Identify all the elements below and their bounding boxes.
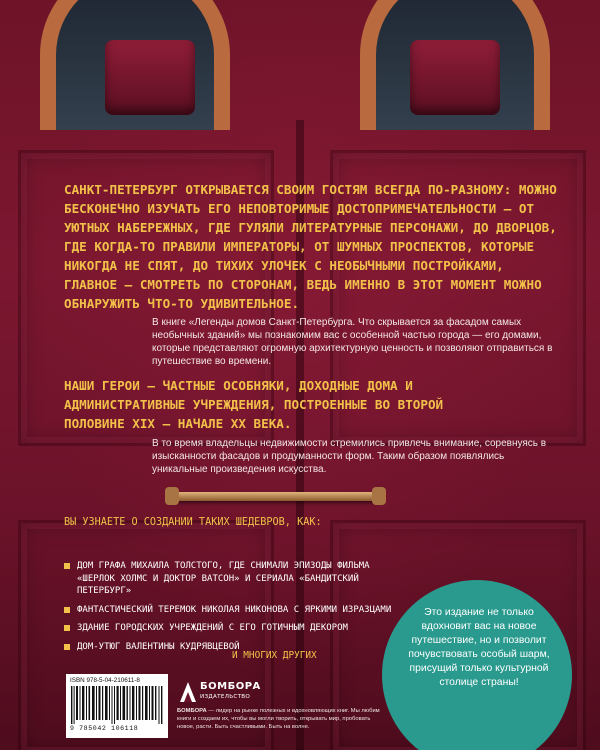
list-item-text: ДОМ-УТЮГ ВАЛЕНТИНЫ КУДРЯВЦЕВОЙ — [77, 641, 240, 652]
bombora-logo-icon — [177, 680, 199, 704]
door-capital-right — [410, 40, 500, 115]
publisher-subtitle: ИЗДАТЕЛЬСТВО — [200, 694, 251, 700]
history-text: В то время владельцы недвижимости стремились привлечь внимание, соревнуясь в изысканности фасадов и продуманности форм. Таким образом появлялись уникальные произведения искусства. — [152, 438, 547, 475]
publisher-blurb-name: БОМБОРА — [177, 708, 207, 714]
barcode — [66, 674, 168, 738]
list-item-text: ДОМ ГРАФА МИХАИЛА ТОЛСТОГО, ГДЕ СНИМАЛИ ЭПИЗОДЫ ФИЛЬМА «ШЕРЛОК ХОЛМС И ДОКТОР ВАТСОН» И СЕРИАЛА «БАНДИТСКИЙ ПЕТЕРБУРГ» — [77, 561, 370, 596]
publisher-name: БОМБОРА — [200, 681, 261, 692]
barcode-number: 9 785042 106118 — [70, 725, 139, 732]
heroes-text: НАШИ ГЕРОИ — ЧАСТНЫЕ ОСОБНЯКИ, ДОХОДНЫЕ ДОМА И АДМИНИСТРАТИВНЫЕ УЧРЕЖДЕНИЯ, ПОСТРОЕННЫЕ ВО ВТОРОЙ ПОЛОВИНЕ XIX — НАЧАЛЕ XX ВЕКА. — [64, 378, 444, 431]
list-item — [64, 560, 404, 598]
learn-heading: ВЫ УЗНАЕТЕ О СОЗДАНИИ ТАКИХ ШЕДЕВРОВ, КАК: — [64, 517, 322, 528]
book-description: В книге «Легенды домов Санкт-Петербурга. Что скрывается за фасадом самых необычных зданий» мы познакомим вас с особенной частью города — его домами, которые представляют огромную архитектурную ценность и позволяют отправиться в путешествие во времени. — [152, 317, 553, 367]
door-capital-left — [105, 40, 195, 115]
list-item — [64, 622, 404, 635]
masterpiece-list — [64, 560, 404, 659]
lead-text: САНКТ-ПЕТЕРБУРГ ОТКРЫВАЕТСЯ СВОИМ ГОСТЯМ ВСЕГДА ПО-РАЗНОМУ: МОЖНО БЕСКОНЕЧНО ИЗУЧАТЬ ЕГО НЕПОВТОРИМЫЕ ДОСТОПРИМЕЧАТЕЛЬНОСТИ — ОТ УЮТНЫХ НАБЕРЕЖНЫХ, ГДЕ ГУЛЯЛИ ЛИТЕРАТУРНЫЕ ПЕРСОНАЖИ, ДО ДВОРЦОВ, ГДЕ КОГДА-ТО ПРАВИЛИ ИМПЕРАТОРЫ, ОТ ШУМНЫХ ПРОСПЕКТОВ, КОТОРЫЕ НИКОГДА НЕ СПЯТ, ДО ТИХИХ УЛОЧЕК С НЕОБЫЧНЫМИ ПОСТРОЙКАМИ, ГЛАВНОЕ — СМОТРЕТЬ ПО СТОРОНАМ, ВЕДЬ ИМЕННО В ЭТОТ МОМЕНТ МОЖНО ОБНАРУЖИТЬ ЧТО-ТО УДИВИТЕЛЬНОЕ. — [64, 182, 557, 311]
list-item-text: ЗДАНИЕ ГОРОДСКИХ УЧРЕЖДЕНИЙ С ЕГО ГОТИЧНЫМ ДЕКОРОМ — [77, 623, 348, 633]
door-handle-mount — [165, 487, 179, 505]
list-tail: И МНОГИХ ДРУГИХ — [232, 650, 317, 661]
bullet-icon — [64, 644, 70, 650]
publisher-blurb — [177, 708, 387, 731]
list-item-text: ФАНТАСТИЧЕСКИЙ ТЕРЕМОК НИКОЛАЯ НИКОНОВА С ЯРКИМИ ИЗРАЗЦАМИ — [77, 604, 392, 615]
list-item — [64, 604, 404, 617]
door-handle-mount — [372, 487, 386, 505]
bullet-icon — [64, 625, 70, 631]
circle-text: Это издание не только вдохновит вас на новое путешествие, но и позволит почувствовать особый шарм, присущий только культурной столице страны! — [408, 607, 550, 688]
barcode-icon — [71, 686, 163, 724]
publisher-blurb-text: — лидер на рынке полезных и вдохновляющих книг. Мы любим книги и создаем их, чтобы вы могли творить, открывать мир, пробовать новое, расти. Быть счастливыми. Быть на волне. — [177, 708, 380, 730]
door-handle — [170, 492, 380, 501]
bullet-icon — [64, 607, 70, 613]
isbn-label: ISBN 978-5-04-210611-8 — [70, 677, 140, 684]
bullet-icon — [64, 563, 70, 569]
